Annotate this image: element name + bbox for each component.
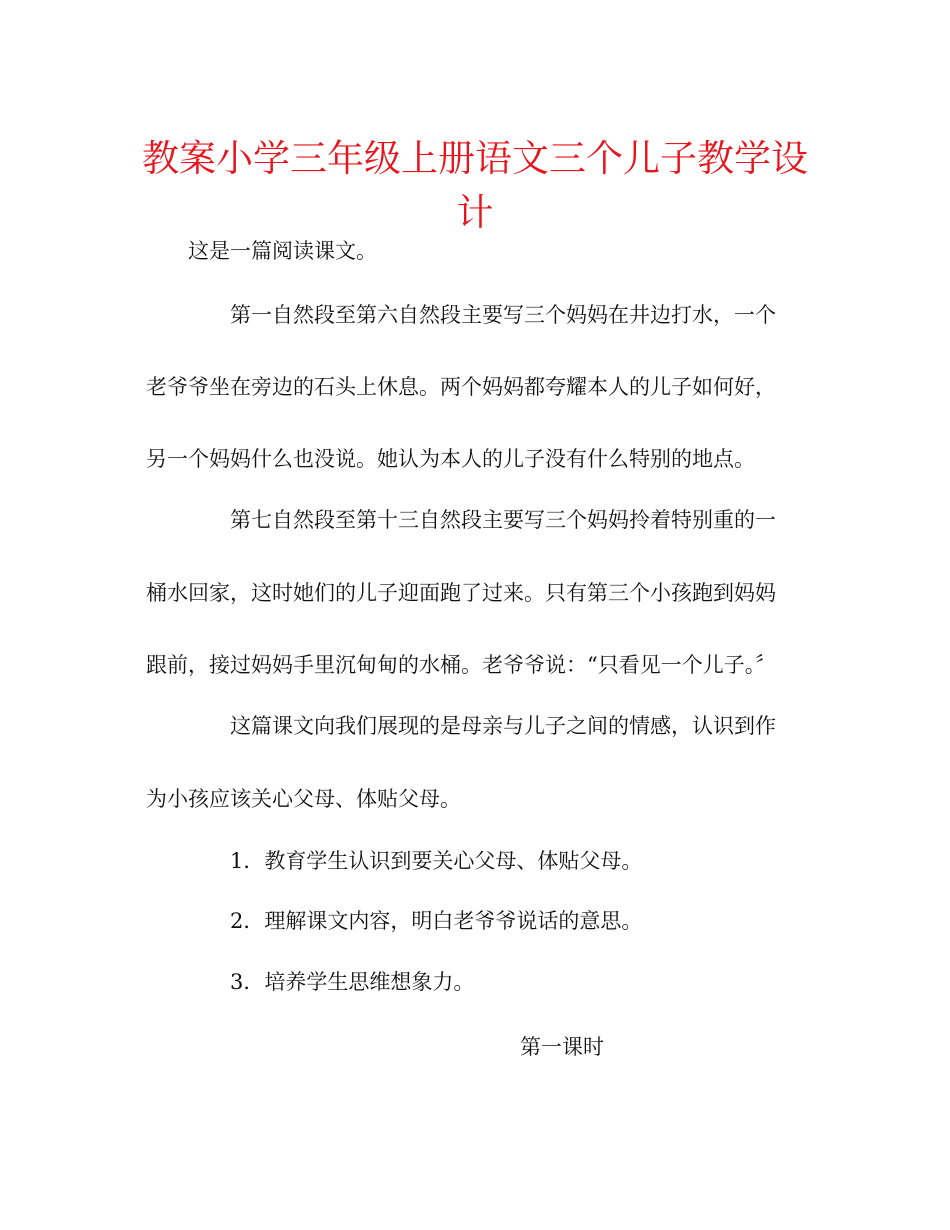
para2-line1: 第七自然段至第十三自然段主要写三个妈妈拎着特别重的一 [230,508,776,532]
goal-item-3: 3．培养学生思维想象力。 [230,970,475,994]
para1-line1: 第一自然段至第六自然段主要写三个妈妈在井边打水，一个 [230,303,776,327]
para1-line2: 老爷爷坐在旁边的石头上休息。两个妈妈都夸耀本人的儿子如何好， [146,375,776,399]
para1-line3: 另一个妈妈什么也没说。她认为本人的儿子没有什么特别的地点。 [146,447,755,471]
intro-line: 这是一篇阅读课文。 [188,239,377,263]
goal-item-1: 1．教育学生认识到要关心父母、体贴父母。 [230,849,643,873]
para2-line3: 跟前，接过妈妈手里沉甸甸的水桶。老爷爷说：“只看见一个儿子。〞 [146,653,777,677]
document-title: 教案小学三年级上册语文三个儿子教学设计 [142,137,808,234]
section-heading: 第一课时 [520,1035,604,1059]
para3-line1: 这篇课文向我们展现的是母亲与儿子之间的情感，认识到作 [230,714,776,738]
para2-line2: 桶水回家，这时她们的儿子迎面跑了过来。只有第三个小孩跑到妈妈 [146,581,776,605]
goal-item-2: 2．理解课文内容，明白老爷爷说话的意思。 [230,909,643,933]
para3-line2: 为小孩应该关心父母、体贴父母。 [146,787,461,811]
